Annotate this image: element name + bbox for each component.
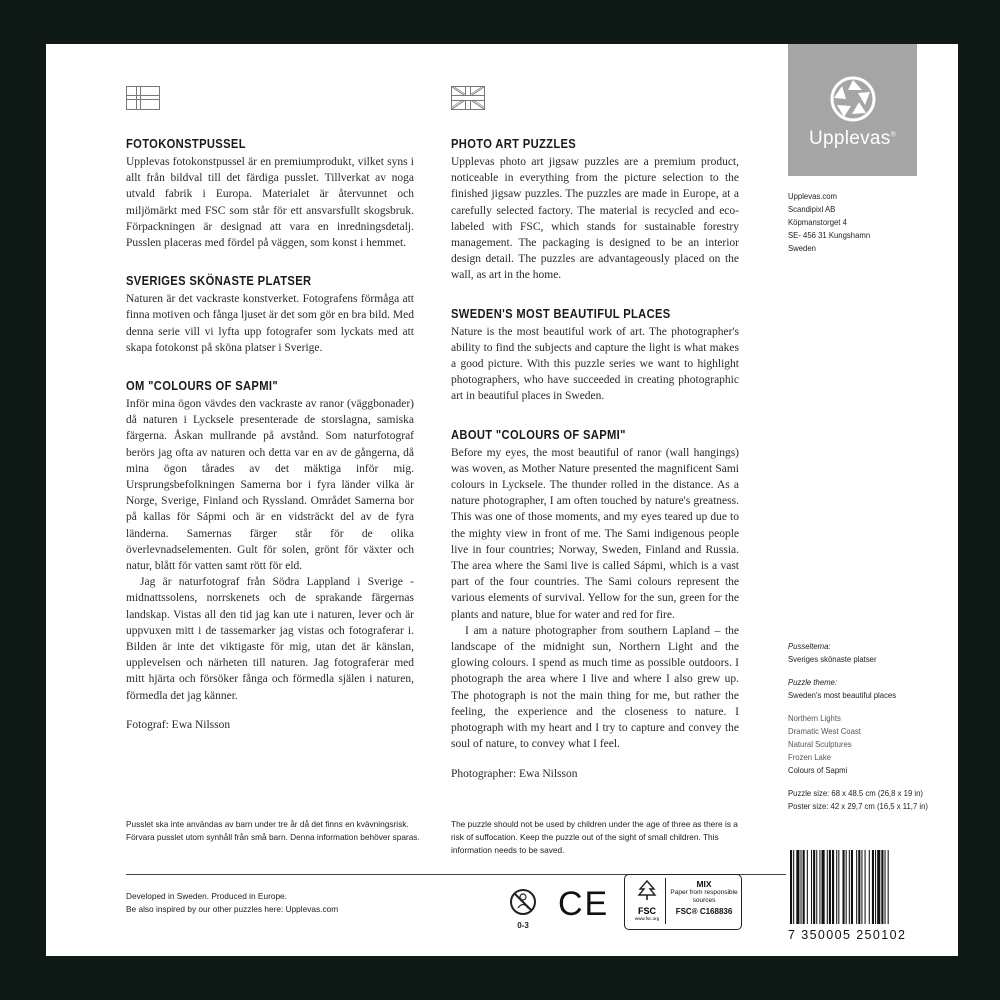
barcode-bar	[832, 850, 834, 924]
back-of-box-sheet	[46, 44, 958, 956]
sv-text-3b: Jag är naturfotograf från Södra Lappland i Sverige - midnattssolens, norrskenets och de sprakande färgernas landskap. Vistas all den tid jag kan ute i naturen, lever och är uppvuxen mitt i de tassemarker jag vistas och fotograferar i. Bilden är inte det viktigaste för mig, utan det är känslan, upplevelsen och närheten till naturen. Jag fotograferar med mitt hjärta och försöker fånga och förmedla själen i naturen, förmedla det jag känner.	[126, 576, 414, 702]
sv-heading-3: OM "COLOURS OF SAPMI"	[126, 378, 278, 394]
en-heading-3: ABOUT "COLOURS OF SAPMI"	[451, 426, 626, 442]
barcode-bar	[872, 850, 874, 924]
fsc-mix: MIX	[696, 879, 712, 889]
brand-name: Upplevas	[808, 128, 891, 149]
sv-heading-2: SVERIGES SKÖNASTE PLATSER	[126, 273, 312, 289]
footer-text	[126, 890, 338, 916]
series-item: Dramatic West Coast	[788, 726, 861, 736]
series-item: Northern Lights	[788, 713, 841, 723]
english-column	[451, 136, 739, 804]
series-item: Natural Sculptures	[788, 739, 852, 749]
sv-text-1: Upplevas fotokonstpussel är en premiumprodukt, vilket syns i allt från bildval till det färdiga pusslet. Tillverkat av noga utvald fabrik i Europa. Materialet är återvunnet och miljömärkt med FSC som står för ett ansvarsfullt skogsbruk. Förpackningen är designad att vara en inredningsdetalj. Pusslen placeras med fördel på väggen, som konst i hemmet.	[126, 156, 414, 250]
en-section-photo-art	[451, 136, 739, 284]
barcode-bar	[816, 850, 817, 924]
barcode-bar	[813, 850, 815, 924]
barcode-bar	[875, 850, 876, 924]
theme-en-label: Puzzle theme:	[788, 677, 838, 687]
fsc-url: www.fsc.org	[634, 916, 660, 921]
fsc-mix-block	[669, 879, 739, 917]
en-photographer: Photographer: Ewa Nilsson	[451, 767, 578, 780]
barcode-bar	[827, 850, 828, 924]
barcode-bar	[819, 850, 820, 924]
uk-flag-icon	[451, 86, 485, 110]
barcode-bar	[865, 850, 866, 924]
barcode-bar	[858, 850, 860, 924]
barcode-bar	[790, 850, 792, 924]
barcode-bar	[885, 850, 886, 924]
barcode-bar	[796, 850, 799, 924]
address-line: Upplevas.com	[788, 191, 838, 201]
age-warning-mark	[508, 888, 538, 930]
barcode-bar	[793, 850, 794, 924]
fsc-text: FSC	[638, 906, 656, 916]
address-line: Sweden	[788, 243, 816, 253]
barcode-bar	[843, 850, 845, 924]
sv-heading-1: FOTOKONSTPUSSEL	[126, 136, 246, 151]
barcode-bar	[869, 850, 870, 924]
barcode-bar	[803, 850, 805, 924]
fsc-code: FSC® C168836	[675, 907, 733, 916]
warning-sv: Pusslet ska inte användas av barn under tre år då det finns en kvävningsrisk. Förvara pusslet utom synhåll från små barn. Denna information behöver sparas.	[126, 819, 420, 842]
barcode-bar	[829, 850, 831, 924]
company-address	[788, 190, 879, 255]
barcode-bars	[788, 850, 918, 924]
barcode-bar	[849, 850, 850, 924]
sv-section-fotokonstpussel	[126, 136, 414, 251]
barcode-bar	[861, 850, 862, 924]
en-text-3b: I am a nature photographer from southern Lapland – the landscape of the midnight sun, Northern Light and the glowing colours. I spend as much time as possible outdoors. I photograph the area where I live and where I also grew up. The photograph is not the main thing for me, but rather the feeling, the experience and the closeness to nature. I photograph with my heart and I try to capture and convey the soul of nature, to convey what I feel.	[451, 624, 739, 751]
en-section-sapmi	[451, 427, 739, 782]
ce-mark: CE	[558, 885, 610, 923]
en-text-2: Nature is the most beautiful work of art. The photographer's ability to find the subjects and capture the light is what makes a good picture. With this puzzle series we want to highlight photographers, who have succeeded in creating photographic art in beautiful places in Sweden.	[451, 325, 739, 403]
series-item: Frozen Lake	[788, 752, 832, 762]
barcode-bar	[881, 850, 883, 924]
barcode-bar	[801, 850, 802, 924]
barcode-bar	[807, 850, 808, 924]
age-label: 0-3	[517, 921, 529, 930]
puzzle-size: Puzzle size: 68 x 48.5 cm (26,8 x 19 in)	[788, 788, 923, 798]
barcode-bar	[838, 850, 839, 924]
fsc-logo	[629, 878, 666, 924]
barcode-bar	[877, 850, 880, 924]
swedish-column	[126, 136, 414, 755]
en-heading-1: PHOTO ART PUZZLES	[451, 136, 577, 151]
address-line: Scandipixl AB	[788, 204, 836, 214]
en-heading-2: SWEDEN'S MOST BEAUTIFUL PLACES	[451, 305, 671, 321]
barcode	[788, 850, 918, 940]
barcode-digits: 7 350005 250102	[788, 928, 907, 942]
barcode-bar	[846, 850, 847, 924]
brand-logo-box	[788, 44, 917, 176]
barcode-bar	[811, 850, 812, 924]
sv-section-platser	[126, 273, 414, 356]
barcode-bar	[836, 850, 837, 924]
aperture-icon	[830, 76, 876, 122]
theme-sv-label: Pusseltema:	[788, 641, 831, 651]
poster-size: Poster size: 42 x 29,7 cm (16,5 x 11,7 in)	[788, 801, 929, 811]
barcode-bar	[822, 850, 825, 924]
registered-mark: ®	[890, 131, 897, 139]
footer-line-1: Developed in Sweden. Produced in Europe.	[126, 891, 287, 901]
theme-sv: Sveriges skönaste platser	[788, 654, 877, 664]
swedish-flag-icon	[126, 86, 160, 110]
sv-section-sapmi	[126, 378, 414, 733]
tree-check-icon	[636, 879, 658, 901]
en-section-places	[451, 306, 739, 405]
address-line: SE- 456 31 Kungshamn	[788, 230, 871, 240]
no-child-icon	[509, 888, 537, 916]
barcode-bar	[856, 850, 857, 924]
address-line: Köpmanstorget 4	[788, 217, 847, 227]
sv-text-2: Naturen är det vackraste konstverket. Fotografens förmåga att finna motiven och fånga ljuset är det som gör en bra bild. Med denna serie vill vi lyfta upp fotografer som lyckats med att skapa fotokonst på sköna platser i Sverige.	[126, 293, 414, 354]
en-text-1: Upplevas photo art jigsaw puzzles are a premium product, noticeable in everything from the picture selection to the finished jigsaw puzzles. The puzzles are made in Europe, at a carefully selected factory. The material is recycled and eco-labeled with FSC, which stands for sustainable forestry management. The packaging is designed to be an interior design detail. The puzzles are advantageously placed on the wall, as art in the home.	[451, 156, 739, 282]
barcode-bar	[888, 850, 889, 924]
warning-en: The puzzle should not be used by children under the age of three as there is a risk of suffocation. Keep the puzzle out of the sight of small children. This information needs to be saved.	[451, 819, 738, 855]
barcode-bar	[851, 850, 853, 924]
sv-photographer: Fotograf: Ewa Nilsson	[126, 718, 231, 731]
series-current: Colours of Sapmi	[788, 765, 848, 775]
fsc-label	[624, 874, 742, 930]
puzzle-info	[788, 640, 944, 813]
footer-line-2: Be also inspired by our other puzzles here: Upplevas.com	[126, 903, 339, 914]
theme-en: Sweden's most beautiful places	[788, 690, 897, 700]
fsc-mix-text: Paper from responsible sources	[670, 889, 738, 904]
en-text-3a: Before my eyes, the most beautiful of ranor (wall hangings) was woven, as Mother Nature presented the magnificent Sami colours in Lycksele. The thunder rolled in the distance. As a nature photographer, I am often touched by nature's greatness. This was one of those moments, and my eyes teared up due to the mighty view in front of me. The Sami indigenous people live in four countries; Norway, Sweden, Finland and Russia. The area where the Sami live is called Sápmi, which is a vast part of the four countries. The Sami colours represent the various elements of survival. Yellow for the sun, green for the plants and nature, blue for water and red for fire.	[451, 446, 739, 621]
sv-text-3a: Inför mina ögon vävdes den vackraste av ranor (väggbonader) då naturen i Lycksele presenterade de storslagna, samiska färgerna. Åskan mullrande på avstånd. Som naturfotograf berörs jag ofta av naturen och detta var en av de gångerna, då mina ögon tårades av det mäktiga inför mig. Ursprungsbefolkningen Samerna bor i fyra länder vilka är Norge, Sverige, Finland och Ryssland. Området Samerna bor på kallas för Sápmi och är en vidsträckt del av de fyra länderna. Samernas färger står för de olika överlevnadselementen. Gult för solen, grönt för växter och natur, blått för vatten samt rött för eld.	[126, 398, 414, 573]
